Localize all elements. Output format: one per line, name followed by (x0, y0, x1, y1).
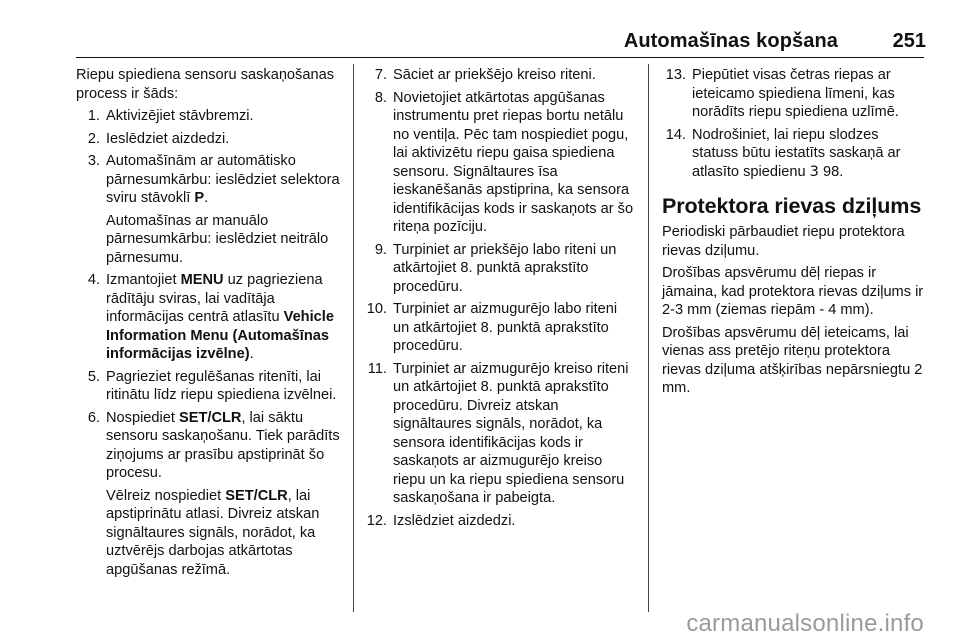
step-text: Vēlreiz nospiediet (106, 487, 226, 504)
step-text: Pagrieziet regulēšanas ritenīti, lai ritinātu līdz riepu spiediena izvēlnei. (106, 368, 337, 403)
watermark: carmanualsonline.info (686, 610, 924, 637)
step-text: Nodrošiniet, lai riepu slodzes statuss būtu iestatīts saskaņā ar atlasīto spiedienu (692, 126, 901, 180)
step-text: , lai apstiprinātu atlasi. Divreiz atskan signāltaures signāls, norādot, ka uztvērējs darbojas atkārtotas apgūšanas režīmā. (106, 487, 320, 578)
step-text: Ieslēdziet aizdedzi. (106, 130, 230, 147)
page-reference: 98. (818, 163, 844, 180)
step-number: 4. (87, 272, 100, 288)
list-item (363, 241, 635, 297)
step-number: 1. (87, 108, 100, 124)
list-item (76, 130, 344, 149)
step-text: uz pagrieziena rādītāju sviras, lai vadītāja informācijas centrā atlasītu (106, 272, 323, 325)
header-divider (76, 57, 924, 58)
column-2 (363, 66, 635, 534)
column-1 (76, 66, 344, 583)
step-emphasis: SET/CLR (179, 409, 242, 426)
step-text: Piepūtiet visas četras riepas ar ieteicamo spiediena līmeni, kas norādīts riepu spiediena uzlīmē. (692, 67, 899, 120)
step-note (106, 487, 344, 580)
section-heading: Protektora rievas dziļums (662, 194, 922, 218)
step-number: 8. (374, 89, 387, 106)
list-item (363, 66, 635, 85)
step-number: 9. (374, 241, 387, 258)
step-text: Nospiediet (106, 409, 180, 426)
step-emphasis: Vehicle Information Menu (Automašīnas informācijas izvēlne) (106, 309, 334, 362)
step-text: . (249, 346, 254, 362)
step-text: Turpiniet ar aizmugurējo kreiso riteni un atkārtojiet 8. punktā aprakstīto procedūru. Divreiz atskan signāltaures signāls, norādot, ka sensora identifikācijas kods ir saskaņots ar aizmugurējo kreiso riepu un ka riepu spiediena sensoru saskaņošana ir pabeigta. (393, 360, 629, 506)
step-number: 7. (374, 67, 387, 83)
step-number: 11. (367, 360, 387, 377)
step-number: 3. (87, 153, 100, 169)
list-item (363, 89, 635, 237)
step-text: Sāciet ar priekšējo kreiso riteni. (393, 67, 596, 83)
list-item (76, 368, 344, 405)
body-paragraph: Drošības apsvērumu dēļ riepas ir jāmaina, kad protektora rievas dziļums ir 2-3 mm (ziemas riepām - 4 mm). (662, 265, 924, 318)
steps-list (662, 66, 928, 181)
step-number: 12. (366, 512, 387, 529)
list-item (363, 512, 635, 531)
column-divider (353, 64, 354, 612)
step-emphasis: P (194, 190, 205, 206)
step-text: Izmantojiet (106, 272, 181, 288)
list-item (662, 126, 928, 182)
step-number: 5. (87, 368, 100, 385)
column-divider (648, 64, 649, 612)
page-reference-arrow-icon: 3 (809, 162, 819, 180)
step-emphasis: SET/CLR (225, 487, 288, 504)
step-text: , lai sāktu sensoru saskaņošanu. Tiek parādīts ziņojums ar prasību apstiprināt šo procesu. (106, 409, 340, 481)
step-text: . (204, 190, 209, 206)
step-text: Aktivizējiet stāvbremzi. (106, 108, 254, 124)
step-text: Novietojiet atkārtotas apgūšanas instrumentu pret riepas bortu netālu no ventiļa. Pēc tam nospiediet pogu, lai aktivizētu riepu gaisa spiediena sensoru. Signāltaures īsa ieskanēšanās apstiprina, ka sensora identifikācijas kods ir saskaņots ar šo riteņa pozīciju. (393, 89, 634, 235)
intro-paragraph: Riepu spiediena sensoru saskaņošanas process ir šāds: (76, 67, 334, 102)
list-item (363, 300, 635, 356)
steps-list (76, 107, 344, 579)
step-number: 10. (366, 301, 387, 317)
step-text: Turpiniet ar priekšējo labo riteni un atkārtojiet 8. punktā aprakstīto procedūru. (393, 241, 617, 295)
step-number: 2. (87, 130, 100, 147)
body-paragraph: Periodiski pārbaudiet riepu protektora rievas dziļumu. (662, 224, 905, 259)
list-item (363, 360, 635, 508)
list-item (76, 271, 344, 364)
list-item (662, 66, 928, 122)
list-item (76, 409, 344, 580)
step-emphasis: MENU (180, 272, 224, 288)
body-paragraph: Drošības apsvērumu dēļ ieteicams, lai vienas ass pretējo riteņu protektora rievas dziļuma atšķirības nepārsniegtu 2 mm. (662, 324, 923, 396)
step-text: Turpiniet ar aizmugurējo labo riteni un atkārtojiet 8. punktā aprakstīto procedūru. (393, 301, 618, 354)
step-number: 13. (665, 67, 686, 83)
step-note: Automašīnas ar manuālo pārnesumkārbu: ieslēdziet neitrālo pārnesumu. (106, 212, 329, 266)
header-title: Automašīnas kopšana (623, 30, 838, 52)
column-3 (662, 66, 928, 402)
step-text: Automašīnām ar automātisko pārnesumkārbu: ieslēdziet selektora sviru stāvoklī (106, 153, 340, 206)
page-number: 251 (892, 30, 926, 52)
step-text: Izslēdziet aizdedzi. (393, 512, 516, 529)
step-number: 6. (87, 409, 100, 426)
step-number: 14. (665, 126, 686, 143)
list-item (76, 107, 344, 126)
steps-list (363, 66, 635, 530)
list-item (76, 152, 344, 267)
